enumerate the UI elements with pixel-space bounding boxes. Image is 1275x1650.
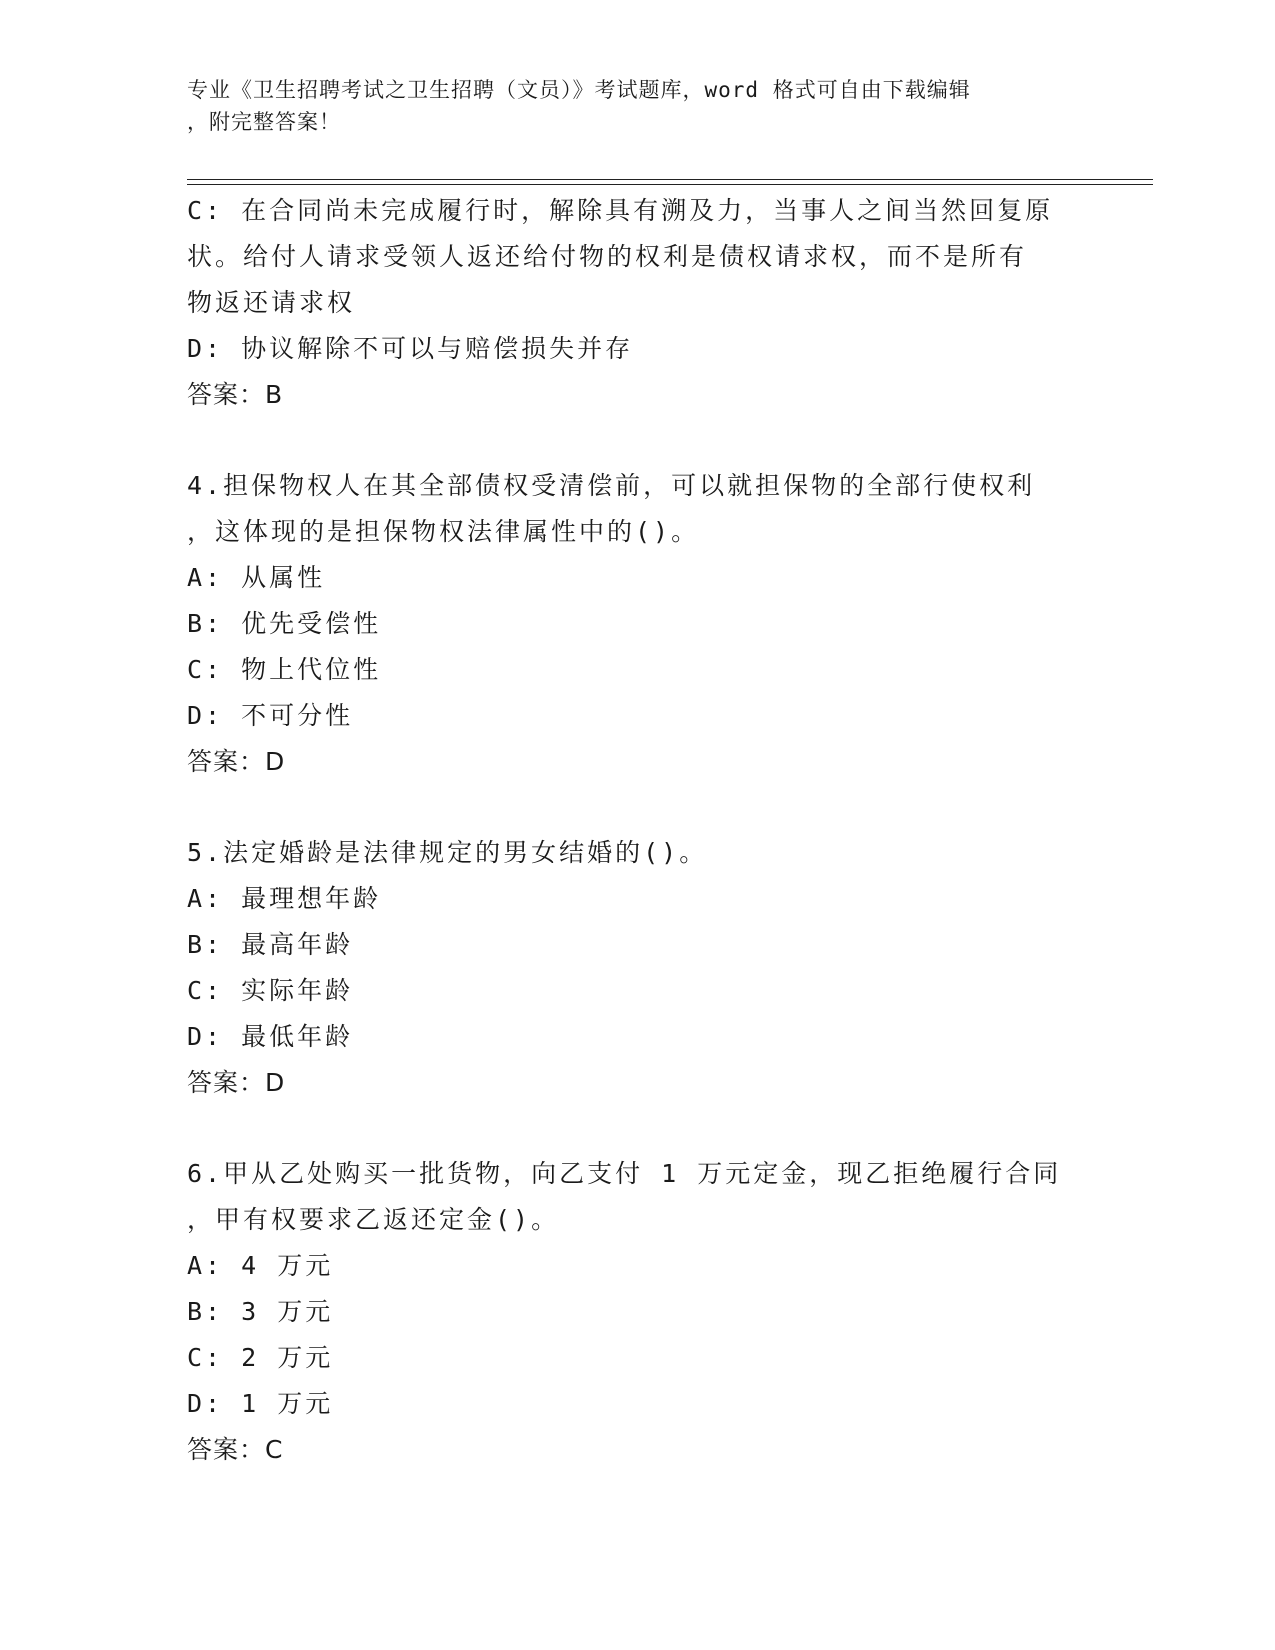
option-c-line-2: 状。给付人请求受领人返还给付物的权利是债权请求权，而不是所有 bbox=[187, 242, 1028, 271]
header-line-1: 专业《卫生招聘考试之卫生招聘（文员）》考试题库，word 格式可自由下载编辑 bbox=[187, 78, 971, 102]
option-d: D: 1 万元 bbox=[187, 1389, 334, 1418]
option-a: A: 从属性 bbox=[187, 563, 326, 592]
option-a: A: 4 万元 bbox=[187, 1251, 334, 1280]
option-d: D: 不可分性 bbox=[187, 701, 354, 730]
header-divider-bottom bbox=[187, 184, 1153, 185]
header-divider-top bbox=[187, 179, 1153, 180]
option-b: B: 优先受偿性 bbox=[187, 609, 382, 638]
question-stem-line-1: 6.甲从乙处购买一批货物，向乙支付 1 万元定金，现乙拒绝履行合同 bbox=[187, 1159, 1062, 1188]
question-stem-line-2: ，这体现的是担保物权法律属性中的()。 bbox=[187, 517, 700, 546]
option-b: B: 3 万元 bbox=[187, 1297, 334, 1326]
option-c-line-3: 物返还请求权 bbox=[187, 288, 356, 317]
header-line-2: ，附完整答案！ bbox=[187, 110, 341, 134]
question-list bbox=[187, 188, 1087, 1473]
question-3-tail bbox=[187, 188, 1087, 418]
question-6 bbox=[187, 1151, 1087, 1473]
option-d: D: 协议解除不可以与赔偿损失并存 bbox=[187, 334, 634, 363]
option-c: C: 物上代位性 bbox=[187, 655, 382, 684]
question-stem-line-1: 4.担保物权人在其全部债权受清偿前，可以就担保物的全部行使权利 bbox=[187, 471, 1036, 500]
answer: 答案：B bbox=[187, 380, 284, 409]
option-a: A: 最理想年龄 bbox=[187, 884, 382, 913]
question-4 bbox=[187, 463, 1087, 785]
spacer bbox=[187, 1106, 1087, 1151]
document-header bbox=[187, 74, 1067, 138]
answer: 答案：C bbox=[187, 1435, 284, 1464]
answer: 答案：D bbox=[187, 747, 286, 776]
question-5 bbox=[187, 830, 1087, 1106]
option-c: C: 2 万元 bbox=[187, 1343, 334, 1372]
spacer bbox=[187, 785, 1087, 830]
option-c: C: 实际年龄 bbox=[187, 976, 354, 1005]
question-stem-line-1: 5.法定婚龄是法律规定的男女结婚的()。 bbox=[187, 838, 708, 867]
spacer bbox=[187, 418, 1087, 463]
option-c-line-1: C: 在合同尚未完成履行时，解除具有溯及力，当事人之间当然回复原 bbox=[187, 196, 1054, 225]
option-b: B: 最高年龄 bbox=[187, 930, 354, 959]
option-d: D: 最低年龄 bbox=[187, 1022, 354, 1051]
question-stem-line-2: ，甲有权要求乙返还定金()。 bbox=[187, 1205, 560, 1234]
answer: 答案：D bbox=[187, 1068, 286, 1097]
